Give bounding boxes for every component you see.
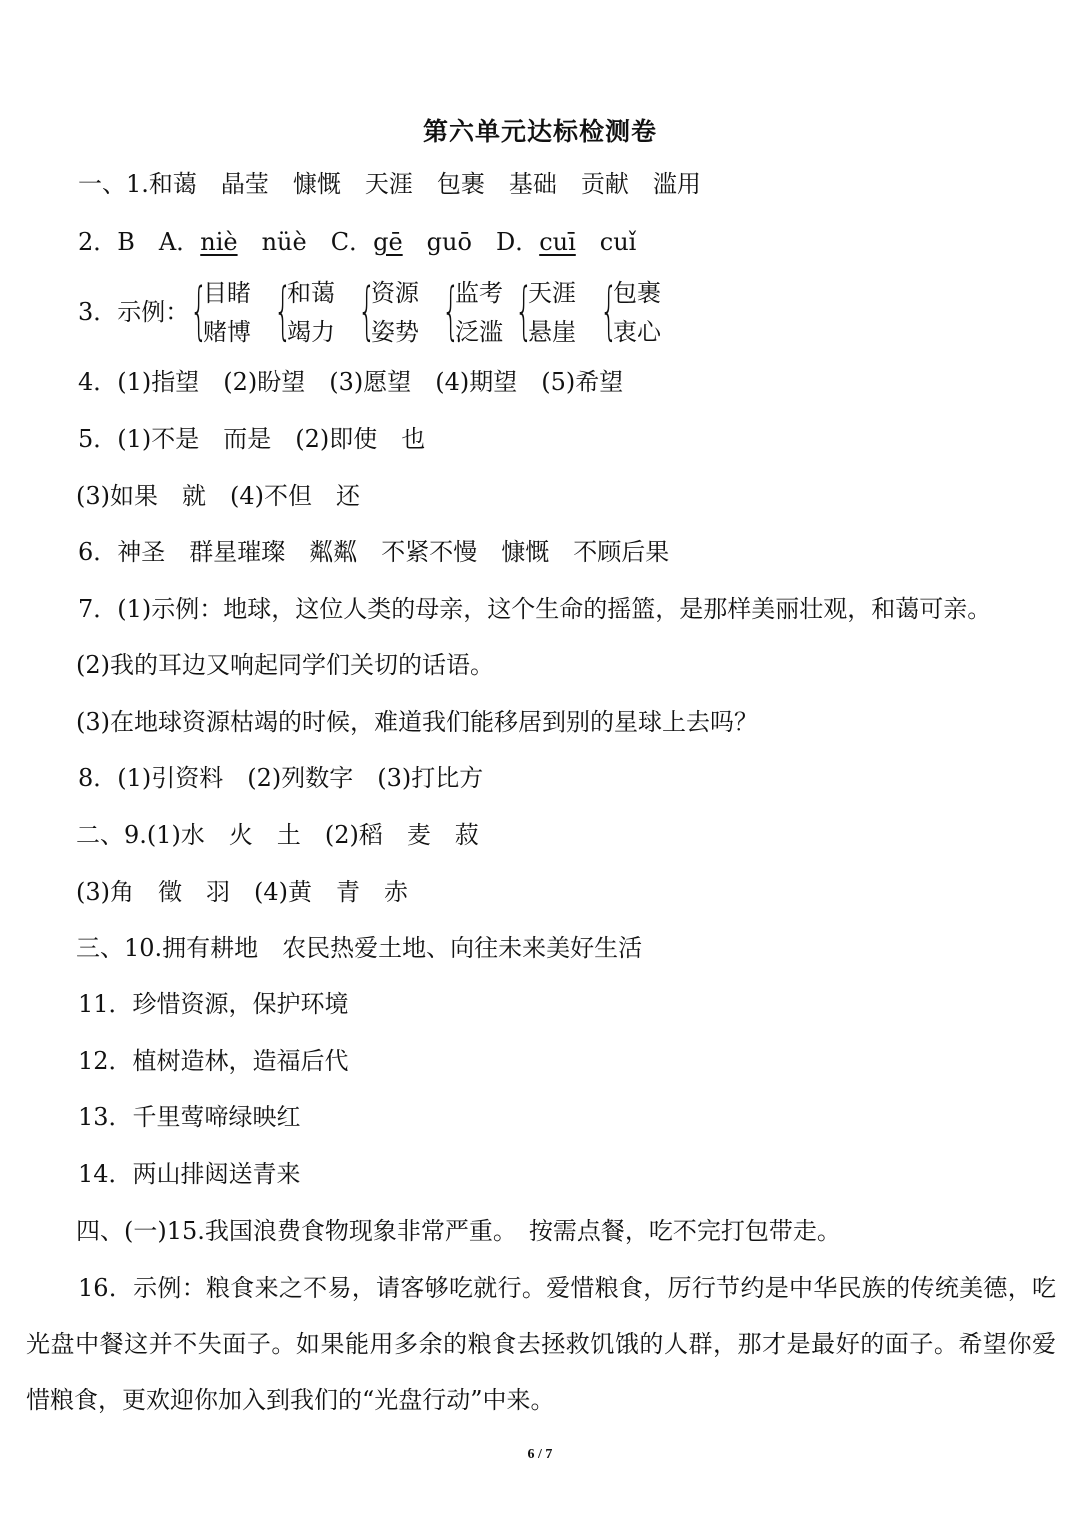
q3-label: 3．示例： (78, 298, 190, 326)
page-title: 第六单元达标检测卷 (422, 117, 657, 146)
answer-q7-part2: (2)我的耳边又响起同学们关切的话语。 (76, 651, 494, 679)
answer-q10: 三、10.拥有耕地 农民热爱土地、向往未来美好生活 (76, 934, 643, 962)
brace-6: { (600, 274, 618, 347)
answer-q8: 8．(1)引资料 (2)列数字 (3)打比方 (78, 764, 484, 792)
answer-q13: 13．千里莺啼绿映红 (78, 1103, 301, 1131)
answer-q2 (78, 226, 636, 258)
answer-q11: 11．珍惜资源，保护环境 (78, 990, 349, 1018)
q3-group-4-bottom: 泛滥 (455, 318, 503, 346)
answer-q5-part1: 5．(1)不是 而是 (2)即使 也 (78, 425, 426, 453)
brace-5: { (515, 274, 533, 347)
q2-c1: gē (373, 228, 403, 256)
brace-3: { (358, 274, 376, 347)
q2-a2: nüè (261, 228, 307, 256)
brace-2: { (274, 274, 292, 347)
q3-group-5-bottom: 悬崖 (528, 318, 576, 346)
q3-group-2-top: 和蔼 (287, 279, 335, 307)
answer-q12: 12．植树造林，造福后代 (78, 1047, 349, 1075)
answer-q6: 6．神圣 群星璀璨 粼粼 不紧不慢 慷慨 不顾后果 (78, 538, 670, 566)
answer-q4: 4．(1)指望 (2)盼望 (3)愿望 (4)期望 (5)希望 (78, 368, 624, 396)
answer-q9-part1: 二、9.(1)水 火 土 (2)稻 麦 菽 (76, 821, 479, 849)
q2-d-label: D． (495, 228, 540, 256)
answer-q7-part3: (3)在地球资源枯竭的时候，难道我们能移居到别的星球上去吗？ (76, 708, 758, 736)
page-number: 6 / 7 (527, 1447, 553, 1462)
answer-q15: 四、(一)15.我国浪费食物现象非常严重。 按需点餐，吃不完打包带走。 (76, 1217, 841, 1245)
q3-group-1-bottom: 赌博 (203, 318, 251, 346)
q3-group-6-bottom: 衷心 (613, 318, 661, 346)
q2-c2: guō (426, 228, 472, 256)
q3-group-2-bottom: 竭力 (287, 318, 335, 346)
answer-q9-part2: (3)角 徵 羽 (4)黄 青 赤 (76, 878, 408, 906)
answer-q14: 14．两山排闼送青来 (78, 1160, 301, 1188)
answer-q5-part2: (3)如果 就 (4)不但 还 (76, 482, 360, 510)
q3-group-3-bottom: 姿势 (371, 318, 419, 346)
answer-q16: 16．示例：粮食来之不易，请客够吃就行。爱惜粮食，厉行节约是中华民族的传统美德，吃光盘中餐这并不失面子。如果能用多余的粮食去拯救饥饿的人群，那才是最好的面子。希望你爱惜粮食，更欢迎你加入到我们的“光盘行动”中来。 (26, 1274, 1056, 1414)
answer-q1: 一、1.和蔼 晶莹 慷慨 天涯 包裹 基础 贡献 滥用 (78, 170, 701, 198)
answer-q7-part1: 7．(1)示例：地球，这位人类的母亲，这个生命的摇篮，是那样美丽壮观，和蔼可亲。 (78, 595, 992, 623)
q2-prefix: 2．B A． (78, 228, 201, 256)
brace-4: { (442, 274, 460, 347)
q3-group-6-top: 包裹 (613, 279, 661, 307)
q3-group-4-top: 监考 (455, 279, 503, 307)
q3-group-1-top: 目睹 (203, 279, 251, 307)
q3-group-5-top: 天涯 (528, 279, 576, 307)
brace-1: { (190, 274, 208, 347)
q2-d1: cuī (539, 228, 576, 256)
q3-group-3-top: 资源 (371, 279, 419, 307)
q2-c-label: C． (330, 228, 374, 256)
q2-d2: cuǐ (599, 228, 637, 256)
q2-a1: niè (200, 228, 238, 256)
